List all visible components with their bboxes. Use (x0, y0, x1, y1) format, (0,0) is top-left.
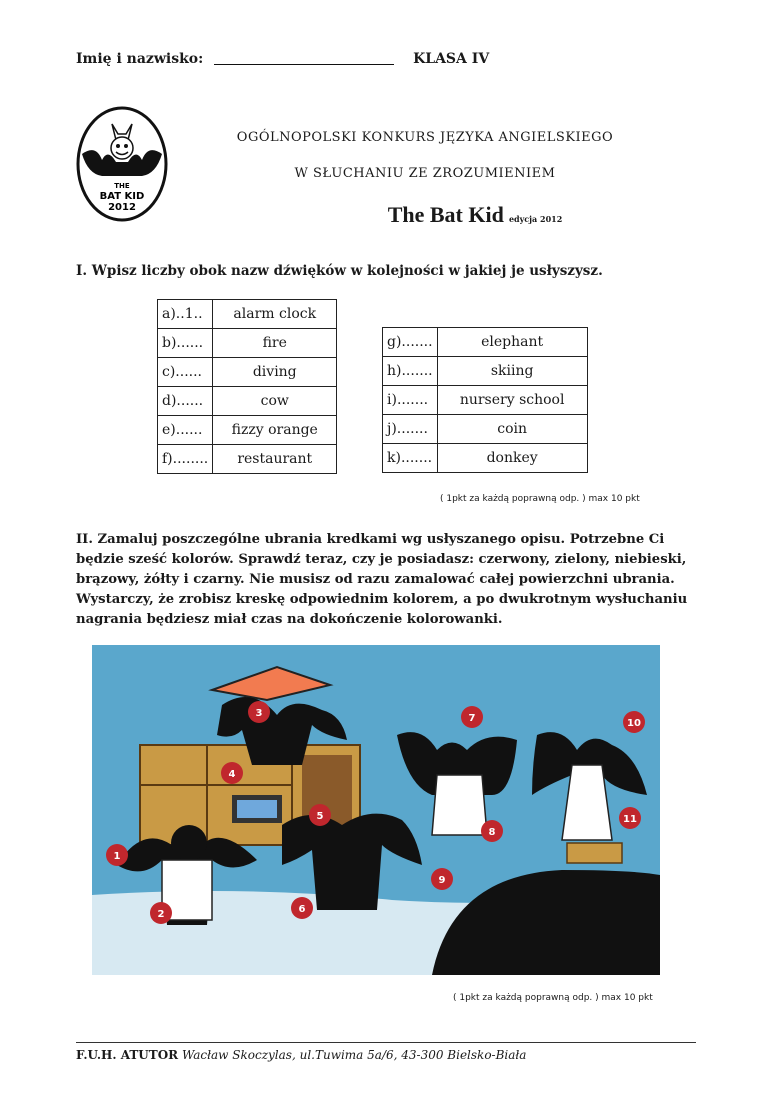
marker-label: 11 (623, 814, 637, 825)
footer-address: Wacław Skoczylas, ul.Tuwima 5a/6, 43-300 Bielsko-Biała (181, 1048, 527, 1062)
footer (76, 1048, 526, 1062)
logo-text-year: 2012 (108, 202, 136, 213)
table-row (383, 444, 588, 473)
sound-name: donkey (437, 444, 587, 473)
table-row (158, 300, 337, 329)
coloring-picture (92, 645, 660, 975)
table-row (158, 358, 337, 387)
answer-cell[interactable]: e)...... (158, 416, 213, 445)
sound-name: coin (437, 415, 587, 444)
marker-label: 5 (316, 811, 324, 822)
table-row (383, 357, 588, 386)
marker-label: 7 (468, 713, 476, 724)
table-row (383, 328, 588, 357)
sound-name: alarm clock (213, 300, 337, 329)
answer-cell[interactable]: g)....... (383, 328, 438, 357)
footer-divider (76, 1042, 696, 1043)
sound-name: cow (213, 387, 337, 416)
task2-score: ( 1pkt za każdą poprawną odp. ) max 10 pkt (453, 993, 653, 1003)
marker-label: 9 (438, 875, 446, 886)
marker-label: 10 (627, 718, 641, 729)
answer-cell[interactable]: a)..1.. (158, 300, 213, 329)
title-text: The Bat Kid (387, 202, 504, 227)
books (567, 843, 622, 863)
sounds-table-left (157, 299, 337, 474)
contest-title-line1: OGÓLNOPOLSKI KONKURS JĘZYKA ANGIELSKIEGO (236, 130, 614, 145)
task1-instruction: I. Wpisz liczby obok nazw dźwięków w kolejności w jakiej je usłyszysz. (76, 263, 603, 279)
sound-name: fizzy orange (213, 416, 337, 445)
task2-instruction: II. Zamaluj poszczególne ubrania kredkami wg usłyszanego opisu. Potrzebne Ci będzie sześć kolorów. Sprawdź teraz, czy je posiadasz: czerwony, zielony, niebieski, brązowy, żółty i czarny. Nie musisz od razu zamalować całej powierzchni ubrania. Wystarczy, że zrobisz kreskę odpowiednim kolorem, a po dwukrotnym wysłuchaniu nagrania będziesz miał czas na dokończenie kolorowanki. (76, 532, 688, 627)
name-field-row (76, 51, 489, 67)
table-row (383, 415, 588, 444)
table-row (158, 329, 337, 358)
class-label: KLASA IV (413, 51, 490, 67)
answer-cell[interactable]: d)...... (158, 387, 213, 416)
sound-name: elephant (437, 328, 587, 357)
marker-label: 1 (113, 851, 121, 862)
logo-text-the: THE (114, 182, 130, 190)
marker-label: 8 (488, 827, 496, 838)
sounds-table-right (382, 327, 588, 473)
bat-kid-logo (76, 104, 168, 224)
sound-name: restaurant (213, 445, 337, 474)
task1-score: ( 1pkt za każdą poprawną odp. ) max 10 pkt (440, 494, 640, 504)
table-row (158, 387, 337, 416)
dress-white (432, 775, 487, 835)
sound-name: nursery school (437, 386, 587, 415)
table-row (158, 445, 337, 474)
edition-text: edycja 2012 (508, 214, 563, 224)
answer-cell[interactable]: c)...... (158, 358, 213, 387)
name-input-line[interactable] (214, 64, 394, 65)
sound-name: diving (213, 358, 337, 387)
sound-name: fire (213, 329, 337, 358)
marker-label: 6 (298, 904, 306, 915)
answer-cell[interactable]: k)....... (383, 444, 438, 473)
answer-cell[interactable]: f)........ (158, 445, 213, 474)
table-row (158, 416, 337, 445)
marker-label: 3 (255, 708, 263, 719)
page-title (300, 202, 650, 228)
marker-label: 4 (228, 769, 236, 780)
name-label: Imię i nazwisko: (76, 51, 204, 67)
footer-brand: F.U.H. ATUTOR (76, 1048, 179, 1062)
contest-title-line2: W SŁUCHANIU ZE ZROZUMIENIEM (294, 166, 556, 181)
table-row (383, 386, 588, 415)
marker-label: 2 (157, 909, 165, 920)
answer-cell[interactable]: h)....... (383, 357, 438, 386)
answer-cell[interactable]: j)....... (383, 415, 438, 444)
sound-name: skiing (437, 357, 587, 386)
answer-cell[interactable]: i)....... (383, 386, 438, 415)
logo-text-batkid: BAT KID (99, 191, 145, 202)
answer-cell[interactable]: b)...... (158, 329, 213, 358)
